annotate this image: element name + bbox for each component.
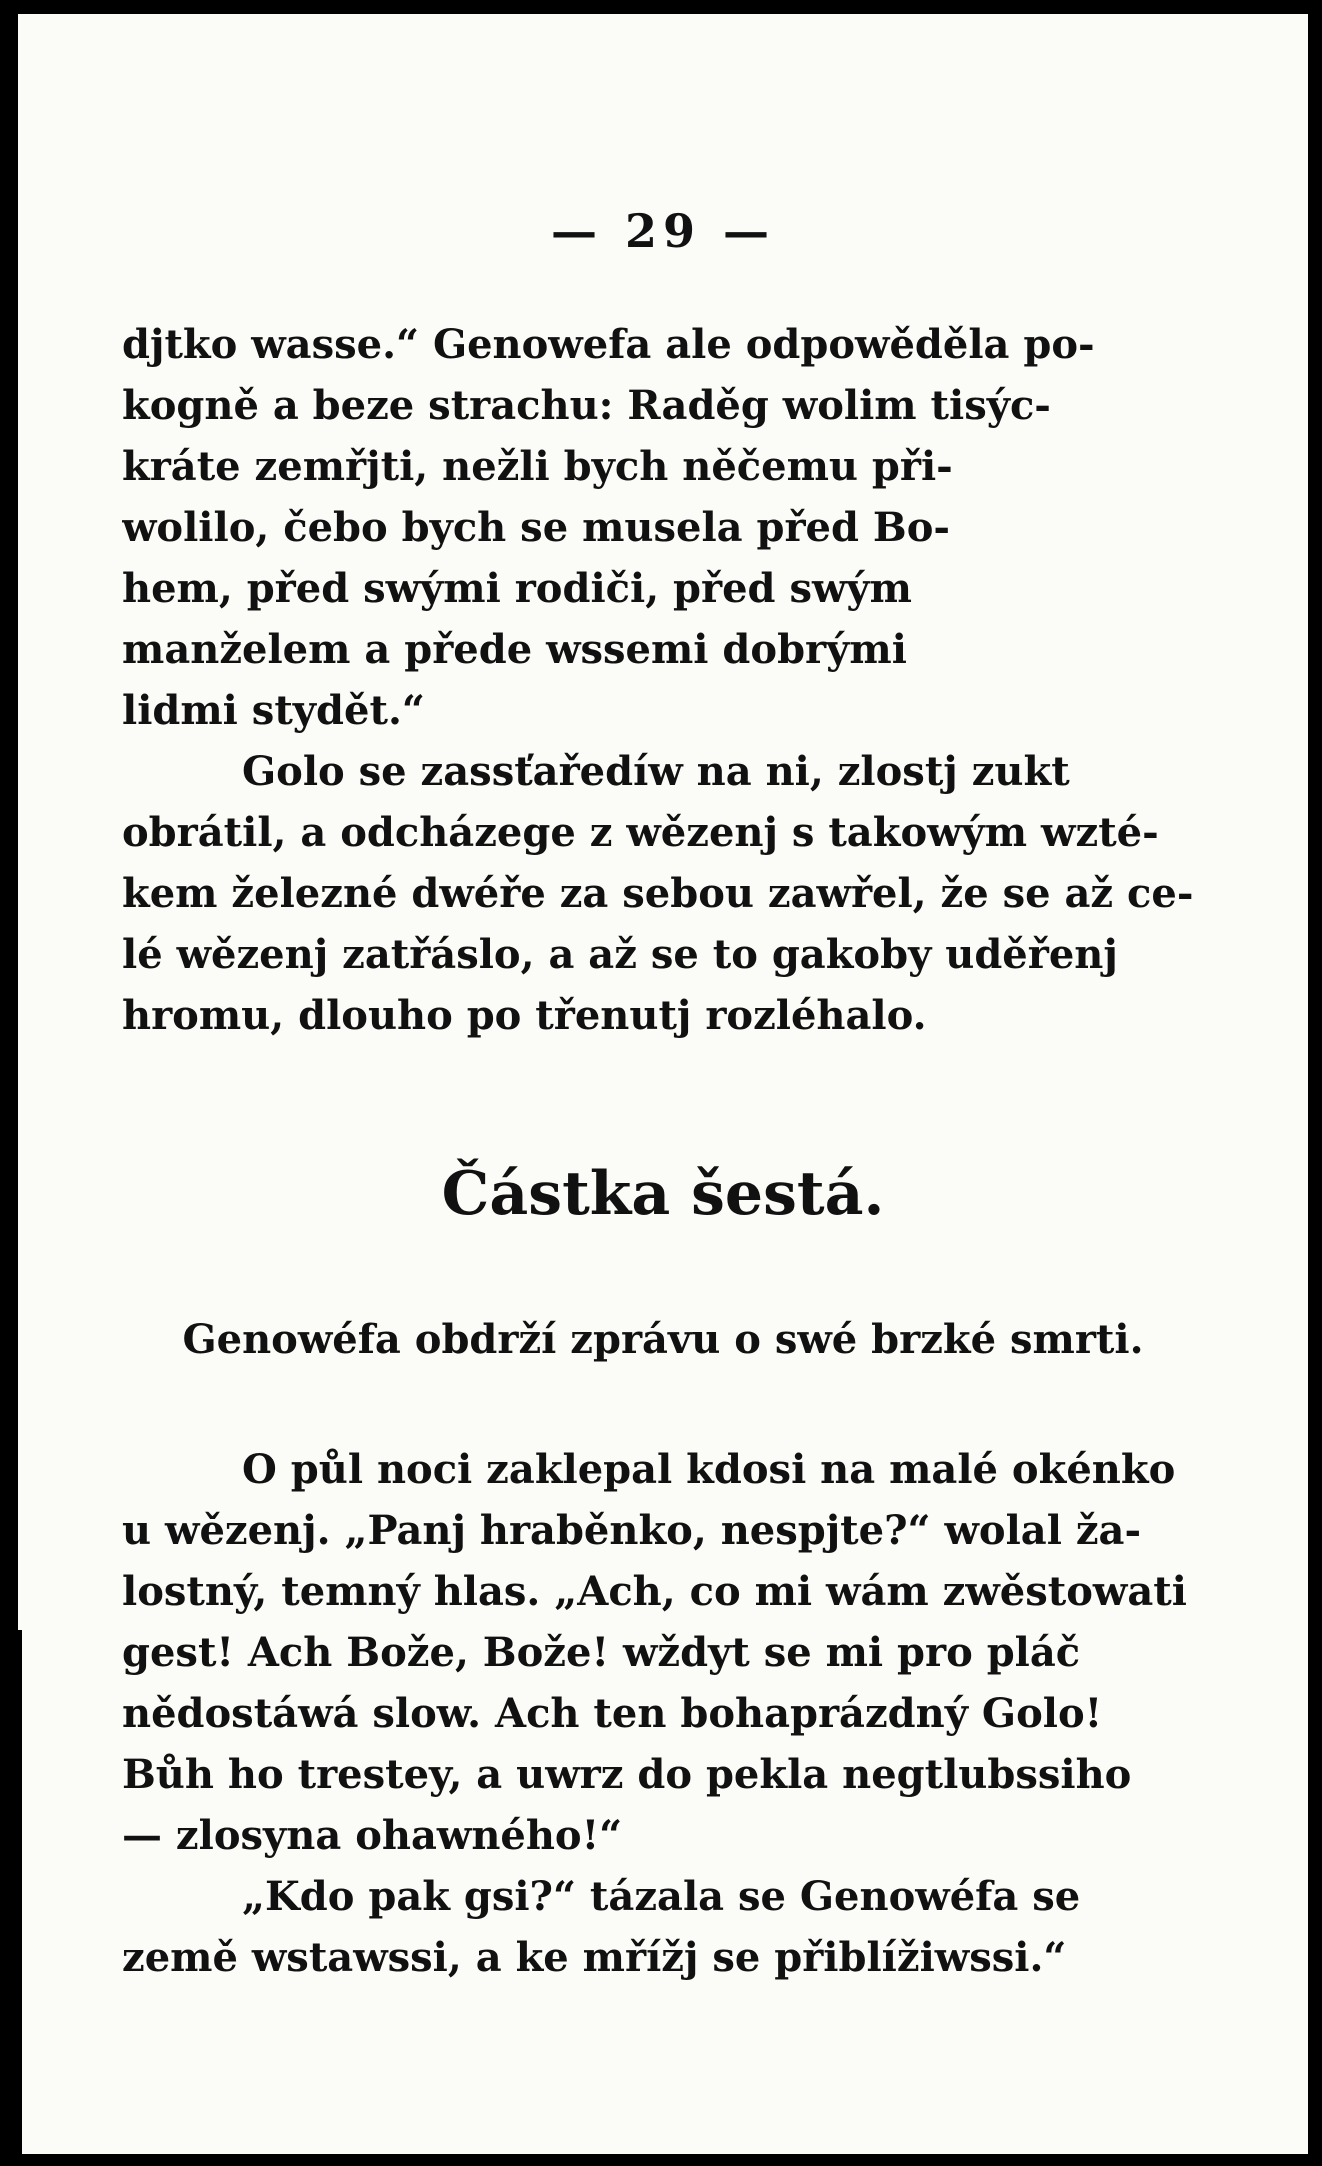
text-line: kráte zemřjti, nežli bych něčemu při- [122, 443, 953, 490]
book-page [18, 14, 1308, 2154]
page-number: — 29 — [550, 204, 776, 258]
text-line: hromu, dlouho po třenutj rozléhalo. [122, 992, 927, 1039]
text-line: země wstawssi, a ke mřížj se přiblížiwssi.“ [122, 1934, 1067, 1981]
scan-edge [0, 1630, 22, 2166]
text-line: hem, před swými rodiči, před swým [122, 565, 912, 612]
text-line: gest! Ach Bože, Bože! wždyt se mi pro pláč [122, 1629, 1081, 1676]
text-line: — zlosyna ohawného!“ [122, 1812, 623, 1859]
paragraph-1 [122, 314, 1222, 741]
text-line: Bůh ho trestey, a uwrz do pekla negtlubssiho [122, 1751, 1132, 1798]
text-line: kem železné dwéře za sebou zawřel, že se až ce- [122, 870, 1194, 917]
chapter-subtitle: Genowéfa obdrží zprávu o swé brzké smrti. [182, 1316, 1144, 1363]
paragraph-4 [122, 1866, 1222, 1988]
paragraph-2 [122, 741, 1222, 1046]
text-line: kogně a beze strachu: Raděg wolim tisýc- [122, 382, 1051, 429]
text-line: djtko wasse.“ Genowefa ale odpowěděla po- [122, 321, 1095, 368]
text-line: lé wězenj zatřáslo, a až se to gakoby uděřenj [122, 931, 1118, 978]
text-line: O půl noci zaklepal kdosi na malé okénko [242, 1446, 1176, 1493]
text-line: nědostáwá slow. Ach ten bohaprázdný Golo! [122, 1690, 1103, 1737]
text-line: lidmi stydět.“ [122, 687, 425, 734]
text-line: manželem a přede wssemi dobrými [122, 626, 907, 673]
text-line: u wězenj. „Panj hraběnko, nespjte?“ wolal ža- [122, 1507, 1142, 1554]
text-line: wolilo, čebo bych se musela před Bo- [122, 504, 950, 551]
text-line: „Kdo pak gsi?“ tázala se Genowéfa se [242, 1873, 1081, 1920]
text-line: lostný, temný hlas. „Ach, co mi wám zwěstowati [122, 1568, 1187, 1615]
text-line: obrátil, a odcházege z wězenj s takowým wzté- [122, 809, 1159, 856]
text-line: Golo se zassťaředíw na ni, zlostj zukt [242, 748, 1070, 795]
chapter-title: Částka šestá. [441, 1159, 885, 1229]
paragraph-3 [122, 1439, 1222, 1866]
